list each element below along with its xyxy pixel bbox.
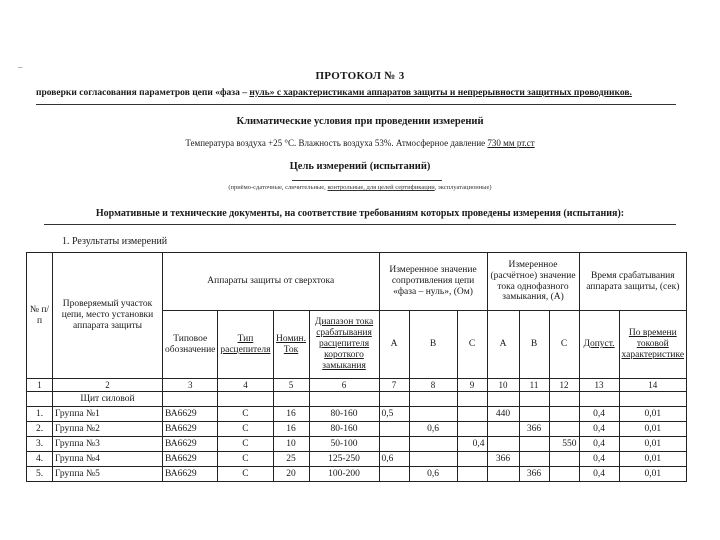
table-body <box>27 407 687 482</box>
row-section: Группа №4 <box>53 452 163 467</box>
climate-values <box>0 138 720 148</box>
climate-heading: Климатические условия при проведении измерений <box>236 116 484 127</box>
row-allowed: 0,4 <box>579 452 619 467</box>
column-number: 11 <box>519 379 549 392</box>
row-resistance-c <box>457 407 487 422</box>
protocol-subtitle <box>36 88 686 98</box>
column-number: 8 <box>409 379 457 392</box>
row-resistance-a: 0,5 <box>379 407 409 422</box>
row-section: Группа №2 <box>53 422 163 437</box>
row-time: 0,01 <box>619 437 687 452</box>
header-current-c: С <box>549 311 579 379</box>
row-allowed: 0,4 <box>579 422 619 437</box>
row-current-c: 550 <box>549 437 579 452</box>
group-row <box>27 392 687 407</box>
header-protection: Аппараты защиты от сверхтока <box>163 253 380 311</box>
row-allowed: 0,4 <box>579 437 619 452</box>
subtitle-underlined: нуль» с характеристиками аппаратов защиты и непрерывности защитных проводников. <box>249 88 632 98</box>
row-release: С <box>218 422 273 437</box>
header-range: Диапазон тока срабатывания расцепителя короткого замыкания <box>309 311 379 379</box>
goal-note-prefix: (приёмо-сдаточные, сличительные, <box>228 184 328 191</box>
column-number: 14 <box>619 379 687 392</box>
column-number: 9 <box>457 379 487 392</box>
header-release-type: Тип расцепителя <box>218 311 273 379</box>
row-rated: 25 <box>273 452 309 467</box>
column-number: 3 <box>163 379 218 392</box>
row-type: ВА6629 <box>163 452 218 467</box>
row-range: 50-100 <box>309 437 379 452</box>
row-allowed: 0,4 <box>579 407 619 422</box>
row-resistance-b <box>409 407 457 422</box>
row-number: 2. <box>27 422 53 437</box>
row-current-c <box>549 422 579 437</box>
goal-note-suffix: , эксплуатационные) <box>434 184 492 191</box>
row-type: ВА6629 <box>163 467 218 482</box>
row-current-b: 366 <box>519 422 549 437</box>
margin-dash: – <box>18 62 23 72</box>
row-number: 1. <box>27 407 53 422</box>
header-rated-current: Номин. Ток <box>273 311 309 379</box>
subtitle-prefix: проверки согласования параметров цепи «фаза – <box>36 88 250 98</box>
row-resistance-c: 0,4 <box>457 437 487 452</box>
row-current-a <box>487 437 519 452</box>
row-resistance-c <box>457 422 487 437</box>
row-time: 0,01 <box>619 422 687 437</box>
row-rated: 10 <box>273 437 309 452</box>
column-number: 5 <box>273 379 309 392</box>
row-current-c <box>549 467 579 482</box>
table-row <box>27 422 687 437</box>
row-current-b <box>519 407 549 422</box>
normative-rule <box>44 224 676 225</box>
row-current-c <box>549 452 579 467</box>
row-type: ВА6629 <box>163 422 218 437</box>
row-current-b <box>519 437 549 452</box>
group-label: Щит силовой <box>53 392 163 407</box>
goal-heading: Цель измерений (испытаний) <box>289 161 431 172</box>
header-allowed: Допуст. <box>579 311 619 379</box>
row-current-a: 366 <box>487 452 519 467</box>
goal-note <box>0 184 720 191</box>
normative-heading: Нормативные и технические документы, на соответствие требованиям которых проведены измерения (испытания): <box>95 208 625 219</box>
header-phase-b: В <box>409 311 457 379</box>
row-current-b <box>519 452 549 467</box>
header-time: Время срабатывания аппарата защиты, (сек) <box>579 253 687 311</box>
row-range: 100-200 <box>309 467 379 482</box>
column-number: 7 <box>379 379 409 392</box>
table-row <box>27 407 687 422</box>
climate-pressure: 730 мм рт.ст <box>487 138 535 148</box>
row-time: 0,01 <box>619 467 687 482</box>
row-current-a <box>487 467 519 482</box>
row-time: 0,01 <box>619 452 687 467</box>
header-current: Измеренное (расчётное) значение тока однофазного замыкания, (А) <box>487 253 579 311</box>
results-table <box>26 252 687 482</box>
row-resistance-c <box>457 452 487 467</box>
table-row <box>27 437 687 452</box>
row-resistance-a <box>379 422 409 437</box>
goal-note-underlined: контрольные, для целей сертификации <box>327 184 435 191</box>
column-number: 13 <box>579 379 619 392</box>
row-range: 80-160 <box>309 407 379 422</box>
row-current-a: 440 <box>487 407 519 422</box>
column-number-row <box>27 379 687 392</box>
row-release: С <box>218 437 273 452</box>
row-current-c <box>549 407 579 422</box>
row-rated: 16 <box>273 407 309 422</box>
row-resistance-b: 0,6 <box>409 422 457 437</box>
row-type: ВА6629 <box>163 437 218 452</box>
row-section: Группа №3 <box>53 437 163 452</box>
header-phase-a: А <box>379 311 409 379</box>
header-resistance: Измеренное значение сопротивления цепи «фаза – нуль», (Ом) <box>379 253 487 311</box>
row-resistance-a <box>379 467 409 482</box>
protocol-title: ПРОТОКОЛ № 3 <box>315 70 405 82</box>
row-number: 4. <box>27 452 53 467</box>
column-number: 4 <box>218 379 273 392</box>
row-resistance-a: 0,6 <box>379 452 409 467</box>
header-current-b: В <box>519 311 549 379</box>
row-release: С <box>218 452 273 467</box>
goal-rule <box>292 180 442 181</box>
row-resistance-b <box>409 437 457 452</box>
row-range: 125-250 <box>309 452 379 467</box>
row-resistance-a <box>379 437 409 452</box>
row-range: 80-160 <box>309 422 379 437</box>
header-phase-c: С <box>457 311 487 379</box>
column-number: 10 <box>487 379 519 392</box>
subtitle-rule <box>36 104 676 105</box>
header-section: Проверяемый участок цепи, место установки аппарата защиты <box>53 253 163 379</box>
row-type: ВА6629 <box>163 407 218 422</box>
row-resistance-b <box>409 452 457 467</box>
row-number: 5. <box>27 467 53 482</box>
row-section: Группа №5 <box>53 467 163 482</box>
table-row <box>27 452 687 467</box>
column-number: 12 <box>549 379 579 392</box>
row-resistance-c <box>457 467 487 482</box>
climate-prefix: Температура воздуха +25 °С. Влажность воздуха 53%. Атмосферное давление <box>185 138 488 148</box>
row-time: 0,01 <box>619 407 687 422</box>
column-number: 6 <box>309 379 379 392</box>
column-number: 1 <box>27 379 53 392</box>
section-title: 1. Результаты измерений <box>62 236 168 247</box>
row-allowed: 0,4 <box>579 467 619 482</box>
row-current-a <box>487 422 519 437</box>
row-release: С <box>218 407 273 422</box>
row-number: 3. <box>27 437 53 452</box>
header-measured-time: По времени токовой характеристике <box>619 311 687 379</box>
row-release: С <box>218 467 273 482</box>
header-type-designation: Типовое обозначение <box>163 311 218 379</box>
table-row <box>27 467 687 482</box>
header-current-a: А <box>487 311 519 379</box>
row-rated: 20 <box>273 467 309 482</box>
row-section: Группа №1 <box>53 407 163 422</box>
row-current-b: 366 <box>519 467 549 482</box>
header-num: № п/п <box>27 253 53 379</box>
row-rated: 16 <box>273 422 309 437</box>
column-number: 2 <box>53 379 163 392</box>
row-resistance-b: 0,6 <box>409 467 457 482</box>
